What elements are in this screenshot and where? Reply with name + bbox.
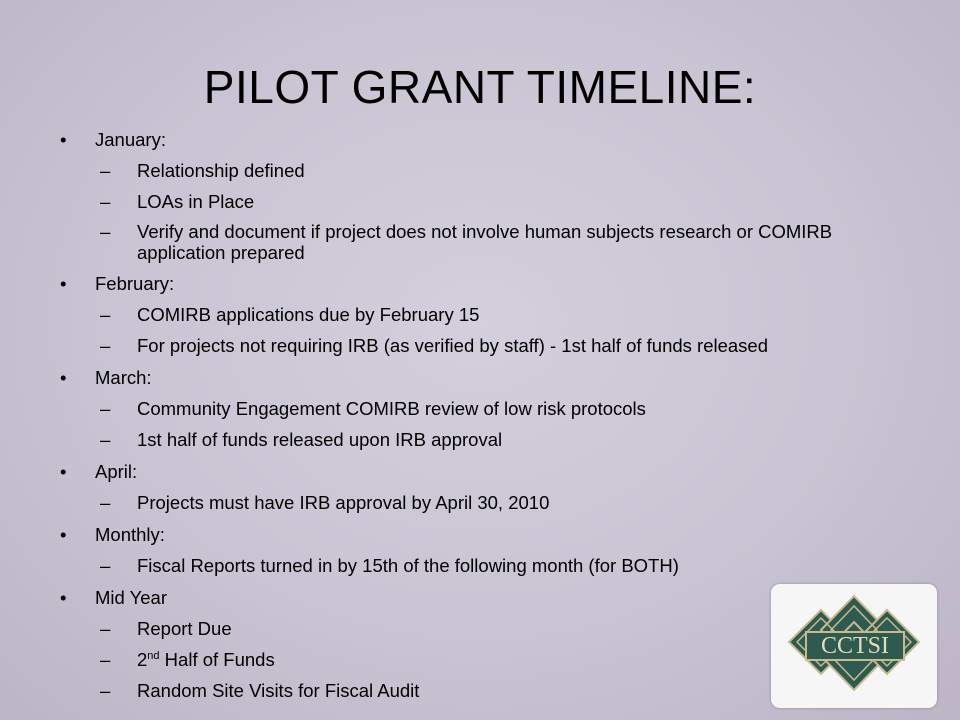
sub-bullet [58,303,898,326]
sub-bullet-text: Random Site Visits for Fiscal Audit [137,680,420,701]
bullet-label: February: [95,273,175,294]
sub-bullet-text: Projects must have IRB approval by April 30, 2010 [137,492,550,513]
bullet-label: March: [95,367,152,388]
sub-bullet-text [137,649,275,670]
sub-bullet-rest: Half of Funds [159,649,275,670]
dash-marker: – [100,492,111,513]
bullet-january [58,128,898,151]
dash-marker: – [100,221,111,242]
bullet-marker: • [60,129,67,150]
sub-bullet-text: Verify and document if project does not involve human subjects research or COMIRB application prepared [137,221,833,263]
sub-bullet-text: 1st half of funds released upon IRB approval [137,429,503,450]
dash-marker: – [100,555,111,576]
bullet-marker: • [60,273,67,294]
sub-bullet-text: COMIRB applications due by February 15 [137,304,480,325]
sub-bullet [58,190,898,213]
bullet-april [58,460,898,483]
sub-bullet [58,491,898,514]
sub-bullet-text: Report Due [137,618,232,639]
sub-bullet-text: Relationship defined [137,160,305,181]
dash-marker: – [100,304,111,325]
sub-bullet [58,221,898,263]
bullet-marker: • [60,587,67,608]
bullet-marker: • [60,367,67,388]
dash-marker: – [100,398,111,419]
sub-bullet-text: Fiscal Reports turned in by 15th of the following month (for BOTH) [137,555,679,576]
sub-bullet [58,159,898,182]
bullet-label: Mid Year [95,587,167,608]
sub-bullet [58,334,898,357]
bullet-february [58,272,898,295]
dash-marker: – [100,429,111,450]
sub-bullet [58,554,898,577]
slide-title: PILOT GRANT TIMELINE: [203,61,757,113]
ordinal-number: 2 [137,649,148,670]
sub-bullet [58,428,898,451]
sub-bullet-text: LOAs in Place [137,191,255,212]
dash-marker: – [100,160,111,181]
bullet-label: Monthly: [95,524,165,545]
bullet-monthly [58,523,898,546]
bullet-marker: • [60,524,67,545]
dash-marker: – [100,335,111,356]
cctsi-logo [771,584,937,708]
dash-marker: – [100,618,111,639]
dash-marker: – [100,191,111,212]
ordinal-suffix: nd [147,649,160,662]
dash-marker: – [100,680,111,701]
sub-bullet-text: For projects not requiring IRB (as verified by staff) - 1st half of funds released [137,335,769,356]
dash-marker: – [100,649,111,670]
bullet-label: April: [95,461,138,482]
bullet-march [58,366,898,389]
sub-bullet [58,397,898,420]
cctsi-logo-text: CCTSI [805,631,905,661]
bullet-label: January: [95,129,166,150]
bullet-marker: • [60,461,67,482]
sub-bullet-text: Community Engagement COMIRB review of low risk protocols [137,398,646,419]
